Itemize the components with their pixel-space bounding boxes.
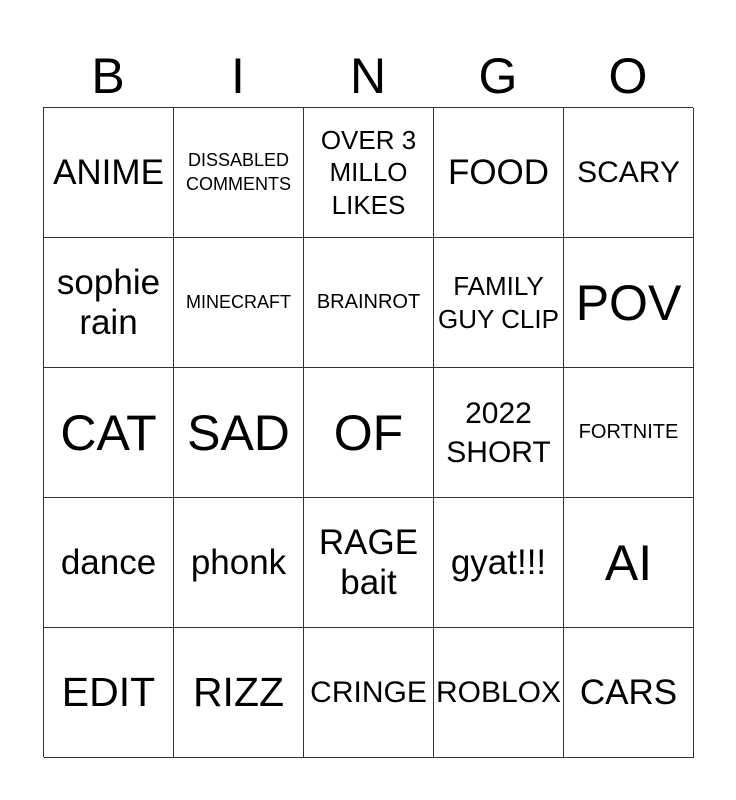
bingo-cell[interactable]: FOOD — [434, 108, 564, 238]
bingo-cell[interactable]: FAMILY GUY CLIP — [434, 238, 564, 368]
bingo-cell[interactable]: MINECRAFT — [174, 238, 304, 368]
header-letter-i: I — [231, 48, 245, 104]
bingo-cell[interactable]: CARS — [564, 628, 694, 758]
bingo-header — [43, 44, 693, 108]
bingo-cell[interactable]: CAT — [44, 368, 174, 498]
bingo-cell[interactable]: AI — [564, 498, 694, 628]
bingo-cell[interactable]: EDIT — [44, 628, 174, 758]
bingo-cell[interactable]: gyat!!! — [434, 498, 564, 628]
bingo-cell[interactable]: RAGE bait — [304, 498, 434, 628]
bingo-cell[interactable]: BRAINROT — [304, 238, 434, 368]
header-letter-b: B — [91, 48, 125, 104]
bingo-cell[interactable]: OF — [304, 368, 434, 498]
bingo-cell[interactable]: RIZZ — [174, 628, 304, 758]
bingo-cell[interactable]: OVER 3 MILLO LIKES — [304, 108, 434, 238]
header-letter-o: O — [608, 48, 648, 104]
bingo-cell[interactable]: SAD — [174, 368, 304, 498]
bingo-cell[interactable]: dance — [44, 498, 174, 628]
bingo-grid — [43, 107, 693, 757]
bingo-cell[interactable]: ANIME — [44, 108, 174, 238]
bingo-cell[interactable]: POV — [564, 238, 694, 368]
bingo-cell[interactable]: FORTNITE — [564, 368, 694, 498]
bingo-cell[interactable]: ROBLOX — [434, 628, 564, 758]
bingo-cell[interactable]: DISSABLED COMMENTS — [174, 108, 304, 238]
bingo-cell[interactable]: CRINGE — [304, 628, 434, 758]
bingo-cell[interactable]: sophie rain — [44, 238, 174, 368]
bingo-cell[interactable]: SCARY — [564, 108, 694, 238]
header-letter-g: G — [478, 48, 518, 104]
bingo-cell[interactable]: phonk — [174, 498, 304, 628]
header-letter-n: N — [349, 48, 387, 104]
bingo-cell[interactable]: 2022 SHORT — [434, 368, 564, 498]
